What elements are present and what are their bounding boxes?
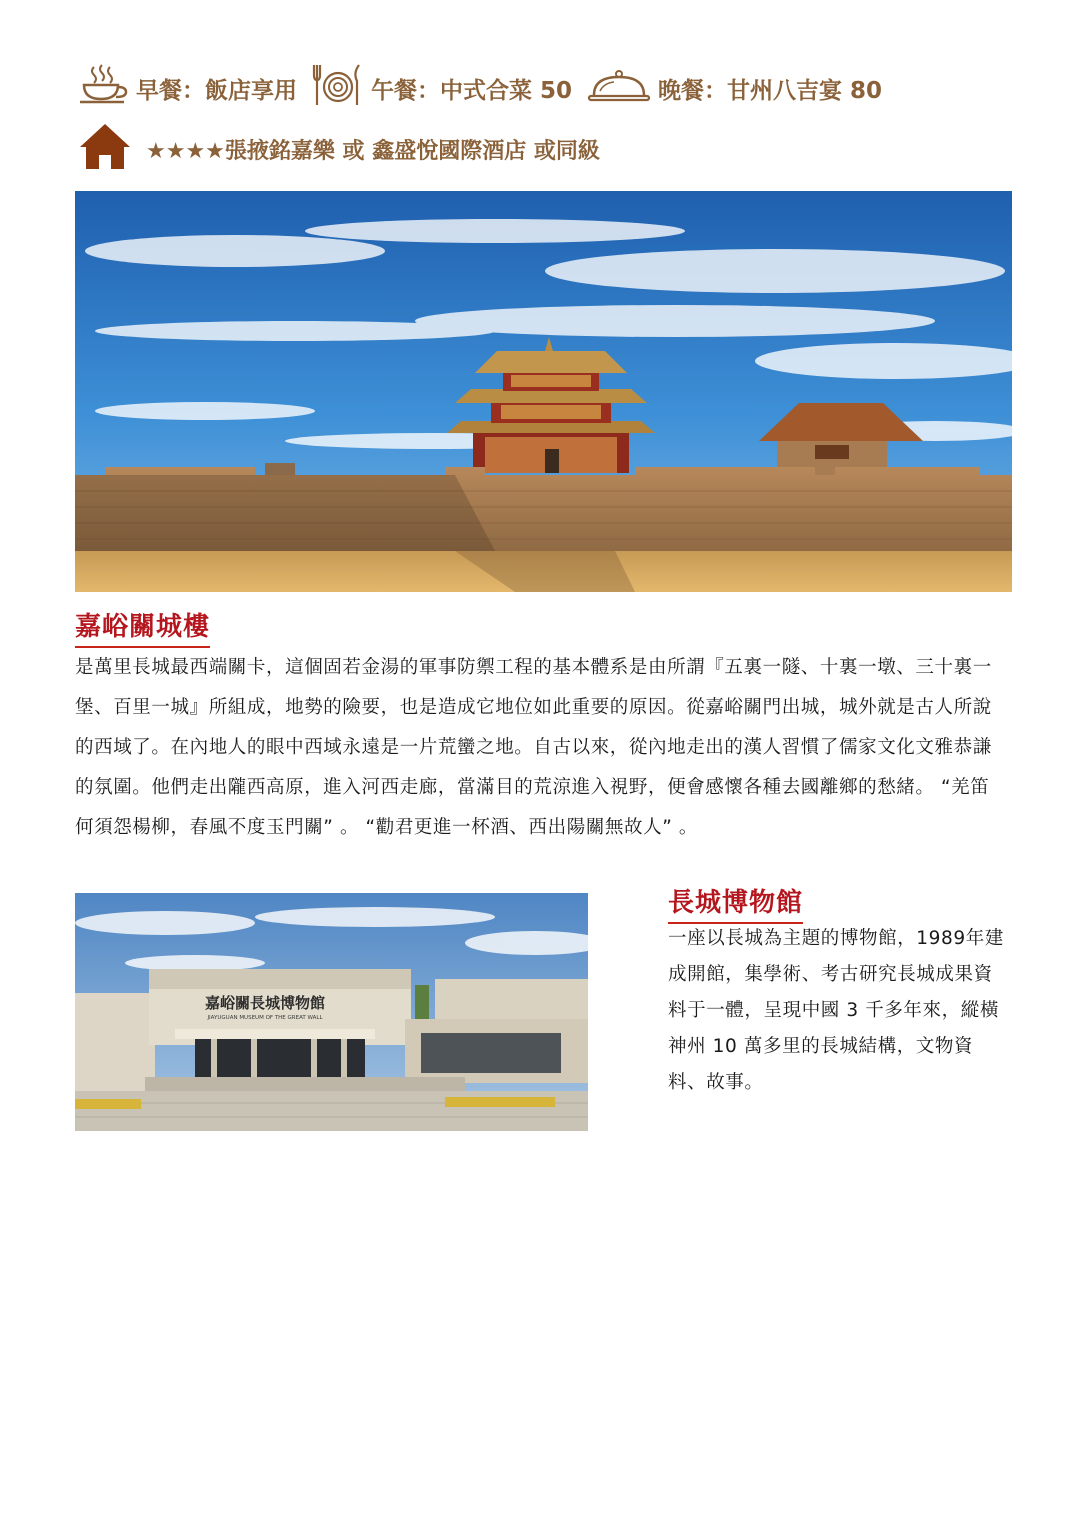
house-icon	[78, 121, 132, 177]
breakfast-text: 早餐：飯店享用	[136, 77, 297, 104]
dinner-text: 晚餐：甘州八吉宴 80	[658, 77, 883, 104]
jiayuguan-tower-photo	[75, 191, 1012, 592]
section-title-museum: 長城博物館	[668, 882, 803, 924]
section-body-museum: 一座以長城為主題的博物館，1989年建成開館，集學術、考古研究長城成果資料于一體，呈現中國 3 千多年來，縱橫神州 10 萬多里的長城結構，文物資料、故事。	[668, 928, 1004, 1093]
hotel-info-row	[78, 124, 978, 174]
food-cloche-icon	[586, 65, 652, 111]
coffee-cup-icon	[78, 63, 130, 113]
section-body-jiayuguan: 是萬里長城最西端關卡，這個固若金湯的軍事防禦工程的基本體系是由所謂『五裏一隧、十裏一墩、三十裏一堡、百里一城』所組成，地勢的險要，也是造成它地位如此重要的原因。從嘉峪關門出城，城外就是古人所說的西域了。在內地人的眼中西域永遠是一片荒蠻之地。自古以來，從內地走出的漢人習慣了儒家文化文雅恭謙的氛圍。他們走出隴西高原，進入河西走廊，當滿目的荒涼進入視野，便會感懷各種去國離鄉的愁緒。 “羌笛何須怨楊柳，春風不度玉門關” 。 “勸君更進一杯酒、西出陽關無故人” 。	[75, 657, 992, 838]
plate-cutlery-icon	[311, 61, 365, 115]
museum-sign-text: 嘉峪關長城博物館	[204, 994, 326, 1012]
museum-sign-english: JIAYUGUAN MUSEUM OF THE GREAT WALL	[207, 1015, 323, 1021]
hotel-text: ★★★★張掖銘嘉樂 或 鑫盛悅國際酒店 或同級	[146, 138, 600, 164]
great-wall-museum-photo	[75, 893, 588, 1131]
lunch-text: 午餐：中式合菜 50	[371, 77, 573, 104]
section-title-jiayuguan: 嘉峪關城樓	[75, 606, 210, 648]
meal-info-row	[78, 62, 998, 114]
